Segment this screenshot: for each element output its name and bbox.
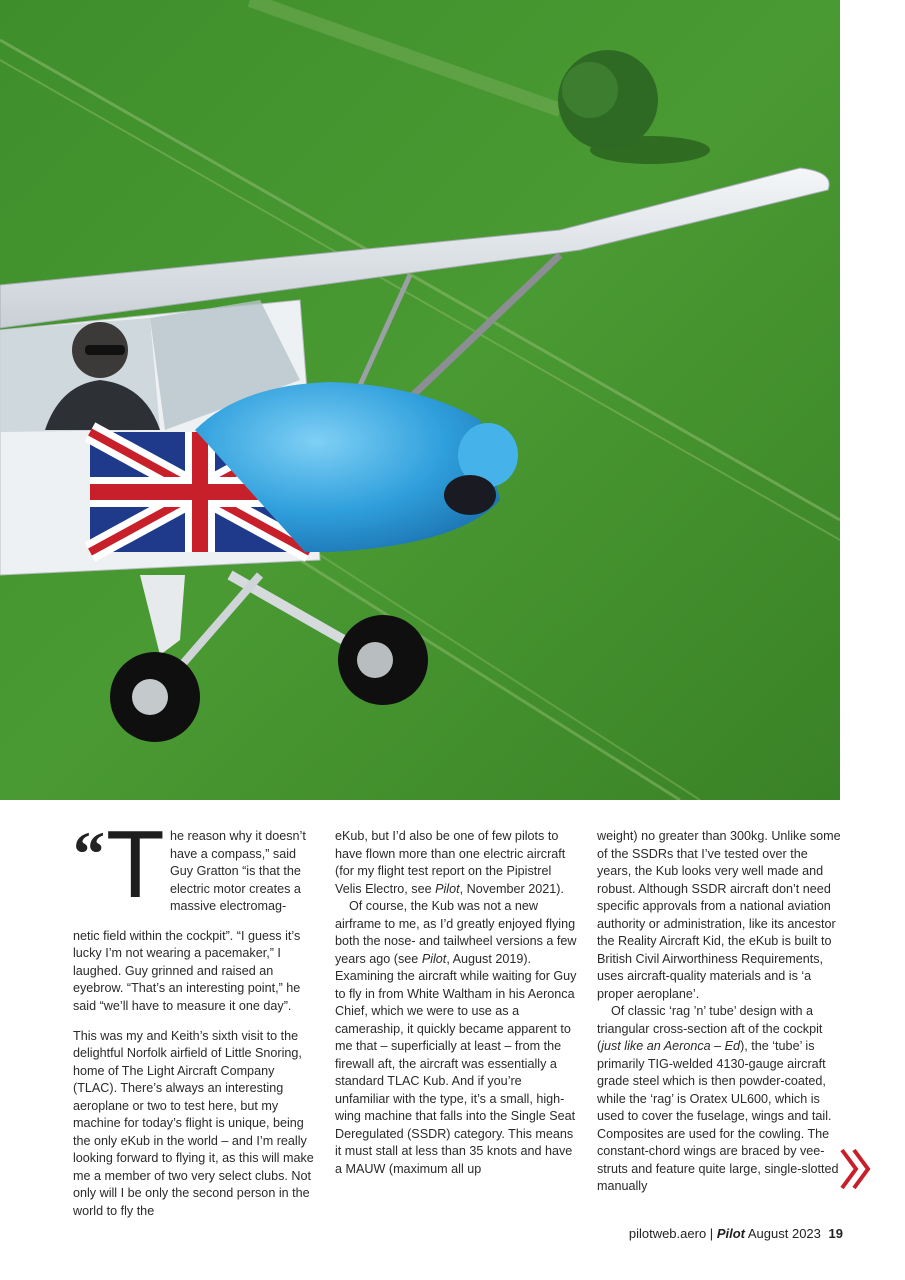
double-chevron-right-icon — [838, 1146, 874, 1197]
italic-run: Pilot — [435, 881, 460, 896]
text-run: , August 2019). Examining the aircraft while waiting for Guy to fly in from White Waltham in his Aeronca Chief, which we were to use as a cameraship, it quickly became apparent to me that – superficially at least – from the firewall aft, the aircraft was essentially a standard TLAC Kub. And if you’re unfamiliar with the type, it’s a small, high-wing machine that falls into the Single Seat Deregulated (SSDR) category. This means it must stall at less than 35 knots and have a MAUW (maximum all up — [335, 951, 577, 1176]
column-1 — [73, 915, 317, 1233]
body-paragraph — [335, 828, 579, 898]
body-paragraph — [335, 898, 579, 1178]
magazine-name: Pilot — [716, 1226, 745, 1241]
page-footer — [629, 1226, 843, 1241]
text-run: ), the ‘tube’ is primarily TIG-welded 4130-gauge aircraft grade steel which is then powder-coated, while the ‘rag’ is Oratex UL600, which is used to cover the fuselage, wings and tail. Composites are used for the cowling. The constant-chord wings are braced by vee-struts and feature quite large, single-slotted manually — [597, 1039, 839, 1193]
body-paragraph — [597, 1003, 841, 1196]
website-url: pilotweb.aero — [628, 1226, 707, 1241]
column-3 — [597, 828, 841, 1196]
column-2 — [335, 828, 579, 1178]
italic-run: just like an Aeronca – Ed — [601, 1039, 741, 1053]
italic-run: Pilot — [421, 951, 447, 966]
opening-quote-mark: “ — [73, 818, 105, 889]
text-run: eKub, but I’d also be one of few pilots to have flown more than one electric aircraft (for my flight test report on the Pipistrel Velis Electro, see — [335, 829, 566, 896]
body-paragraph: weight) no greater than 300kg. Unlike some of the SSDRs that I’ve tested over the years, the Kub looks very well made and robust. Although SSDR aircraft don’t need specific approvals from a national aviation authority or administration, like its ancestor the Reality Aircraft Kid, the eKub is built to British Civil Airworthiness Requirements, uses aircraft-quality materials and is ‘a proper aeroplane’. — [597, 829, 841, 1001]
text-run: , November 2021). — [459, 881, 564, 896]
drop-cap: T — [106, 811, 165, 918]
body-paragraph: This was my and Keith’s sixth visit to the delightful Norfolk airfield of Little Snoring, home of The Light Aircraft Company (TLAC). There’s always an interesting aeroplane or two to test here, but my machine for today’s flight is unique, being the only eKub in the world – and I’m really looking forward to flying it, as this will make me a member of two very select clubs. Not only will I be only the second person in the world to fly the — [73, 1028, 314, 1218]
footer-separator: | — [709, 1226, 714, 1241]
page-number: 19 — [828, 1226, 843, 1241]
lead-paragraph-continued: netic field within the cockpit”. “I guess it’s lucky I’m not wearing a pacemaker,” I laughed. Guy grinned and raised an eyebrow. “That’s an interesting point,” he said “we’ll have to measure it one day”. — [73, 928, 301, 1013]
text-run: Of classic ‘rag ’n’ tube’ design with a triangular cross-section aft of the cockpit ( — [597, 1004, 823, 1053]
text-run: Of course, the Kub was not a new airframe to me, as I’d greatly enjoyed flying both the nose- and tailwheel versions a few years ago (see — [335, 899, 577, 966]
issue-date: August 2023 — [747, 1226, 821, 1241]
lead-paragraph-indented: he reason why it doesn’t have a compass,” said Guy Gratton “is that the electric motor creates a massive electromag- — [170, 829, 306, 913]
